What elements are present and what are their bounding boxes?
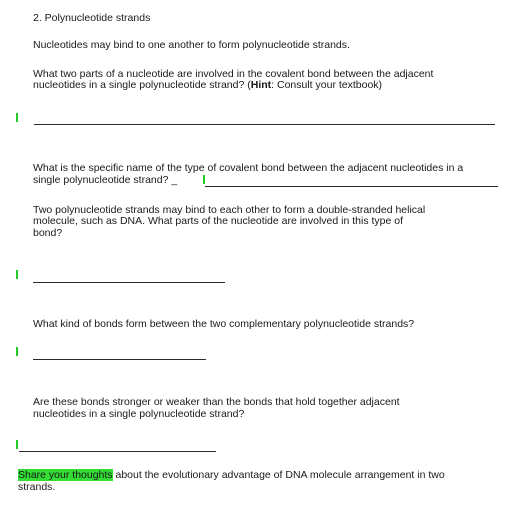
question-2-line-1: What is the specific name of the type of covalent bond between the adjacent nucleotides in a: [33, 162, 464, 174]
answer-line-2[interactable]: [205, 186, 498, 187]
question-4-line-1: What kind of bonds form between the two complementary polynucleotide strands?: [33, 318, 415, 330]
share-thoughts-highlight: Share your thoughts: [18, 469, 113, 481]
section-title: 2. Polynucleotide strands: [33, 12, 151, 24]
answer-line-1[interactable]: [34, 124, 495, 125]
question-5-line-1: Are these bonds stronger or weaker than the bonds that hold together adjacent: [33, 396, 400, 408]
question-2-line-2: single polynucleotide strand? _: [33, 174, 178, 186]
question-1-hint: : Consult your textbook): [271, 79, 383, 91]
question-5-line-2: nucleotides in a single polynucleotide strand?: [33, 408, 245, 420]
answer-line-5[interactable]: [19, 451, 216, 452]
question-6-line-1: [18, 470, 445, 482]
intro-text: Nucleotides may bind to one another to form polynucleotide strands.: [33, 39, 350, 51]
question-1-line-2: [33, 80, 382, 92]
question-1-line-1: What two parts of a nucleotide are involved in the covalent bond between the adjacent: [33, 68, 434, 80]
answer-cursor-marker-2: [203, 175, 205, 184]
question-3-line-3: bond?: [33, 227, 63, 239]
answer-cursor-marker-1: [16, 113, 18, 122]
question-3-line-2: molecule, such as DNA. What parts of the nucleotide are involved in this type of: [33, 215, 404, 227]
answer-cursor-marker-4: [16, 347, 18, 356]
question-6-text: about the evolutionary advantage of DNA molecule arrangement in two: [112, 469, 445, 481]
question-3-line-1: Two polynucleotide strands may bind to each other to form a double-stranded helical: [33, 204, 426, 216]
hint-label: Hint: [250, 79, 272, 91]
question-1-text: nucleotides in a single polynucleotide strand? (: [33, 79, 251, 91]
answer-cursor-marker-3: [16, 270, 18, 279]
answer-line-4[interactable]: [33, 359, 206, 360]
answer-cursor-marker-5: [16, 440, 18, 449]
answer-line-3[interactable]: [33, 282, 225, 283]
question-6-line-2: strands.: [18, 481, 56, 493]
